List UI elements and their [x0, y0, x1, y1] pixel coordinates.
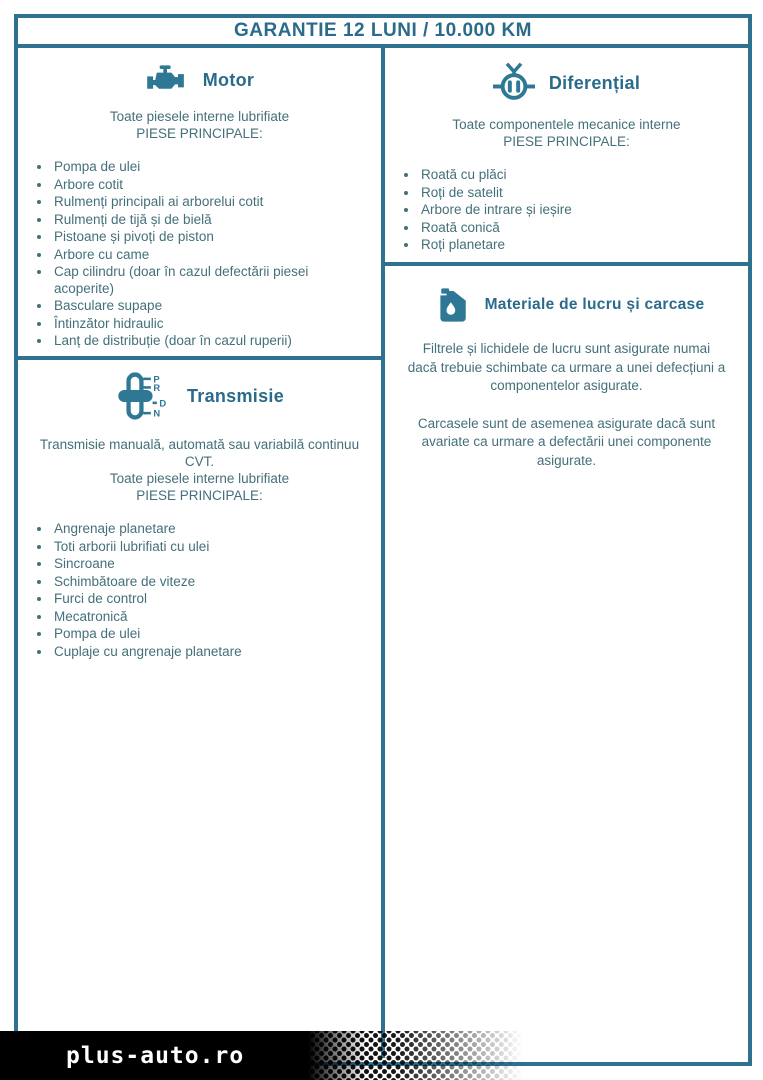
materiale-paragraph-1: Filtrele și lichidele de lucru sunt asigurate numai dacă trebuie schimbate ca urmare a unei defecțiuni a componentelor asigurate. [407, 341, 726, 393]
motor-heading [18, 48, 381, 96]
left-column [18, 48, 381, 1058]
transmisie-intro-line1: Transmisie manuală, automată sau variabilă continuu CVT. [39, 437, 360, 469]
halftone-pattern [308, 1031, 532, 1080]
motor-intro [18, 108, 381, 142]
list-item: • Arbore cotit [52, 177, 369, 194]
transmisie-intro-line3: PIESE PRINCIPALE: [136, 488, 263, 503]
section-diferential [385, 48, 748, 262]
motor-title: Motor [202, 69, 255, 90]
list-item: • Mecatronică [52, 609, 369, 626]
materiale-paragraph-2: Carcasele sunt de asemenea asigurate dacă sunt avariate ca urmare a defectării unei componente asigurate. [417, 415, 716, 468]
gear-shifter-icon [115, 372, 173, 420]
shifter-label-n: N [153, 407, 161, 419]
list-item: • Roată conică [419, 220, 736, 237]
motor-intro-line1: Toate piesele interne lubrifiate [109, 109, 290, 124]
list-item: • Întinzător hidraulic [52, 316, 369, 333]
list-item: • Arbore cu came [52, 247, 369, 264]
materiale-heading [385, 266, 748, 326]
transmisie-intro [18, 436, 381, 504]
right-column [385, 48, 748, 1058]
section-motor [18, 48, 381, 356]
list-item: • Rulmenți principali ai arborelui cotit [52, 194, 369, 211]
diferential-title: Diferențial [548, 72, 641, 93]
list-item: • Lanț de distribuție (doar în cazul ruperii) [52, 333, 369, 350]
shifter-label-d: D [159, 397, 167, 409]
shifter-label-p: P [153, 373, 160, 385]
differential-icon [493, 62, 535, 104]
warranty-card [14, 14, 752, 1066]
motor-intro-line2: PIESE PRINCIPALE: [136, 126, 263, 141]
list-item: • Roți planetare [419, 237, 736, 254]
list-item: • Sincroane [52, 556, 369, 573]
materiale-title: Materiale de lucru și carcase [484, 296, 705, 313]
brand-logo: plus-auto.ro [66, 1042, 245, 1069]
shifter-label-r: R [153, 381, 161, 393]
diferential-list [385, 167, 748, 254]
list-item: • Pistoane și pivoți de piston [52, 229, 369, 246]
section-materiale [385, 266, 748, 470]
list-item: • Roată cu plăci [419, 167, 736, 184]
diferential-intro [385, 116, 748, 150]
transmisie-list [18, 521, 381, 660]
diferential-intro-line1: Toate componentele mecanice interne [452, 117, 681, 132]
list-item: • Furci de control [52, 591, 369, 608]
list-item: • Arbore de intrare și ieșire [419, 202, 736, 219]
list-item: • Roți de satelit [419, 185, 736, 202]
list-item: • Rulmenți de tijă și de bielă [52, 212, 369, 229]
page-title: GARANTIE 12 LUNI / 10.000 KM [233, 20, 533, 41]
transmisie-intro-line2: Toate piesele interne lubrifiate [109, 471, 290, 486]
list-item: • Toti arborii lubrifiati cu ulei [52, 539, 369, 556]
list-item: • Angrenaje planetare [52, 521, 369, 538]
list-item: • Cuplaje cu angrenaje planetare [52, 644, 369, 661]
list-item: • Cap cilindru (doar în cazul defectării piesei acoperite) [52, 264, 369, 297]
list-item: • Pompa de ulei [52, 626, 369, 643]
diferential-intro-line2: PIESE PRINCIPALE: [503, 134, 630, 149]
header-band [18, 18, 748, 48]
transmisie-heading [18, 360, 381, 420]
list-item: • Basculare supape [52, 298, 369, 315]
footer-banner [0, 1031, 532, 1080]
oil-canister-icon [429, 284, 471, 326]
list-item: • Schimbătoare de viteze [52, 574, 369, 591]
list-item: • Pompa de ulei [52, 159, 369, 176]
transmisie-title: Transmisie [186, 385, 285, 406]
content-columns [18, 48, 748, 1058]
section-transmisie [18, 360, 381, 660]
motor-list [18, 159, 381, 350]
diferential-heading [385, 48, 748, 104]
engine-icon [145, 64, 189, 96]
footer-logo-band [0, 1031, 308, 1080]
